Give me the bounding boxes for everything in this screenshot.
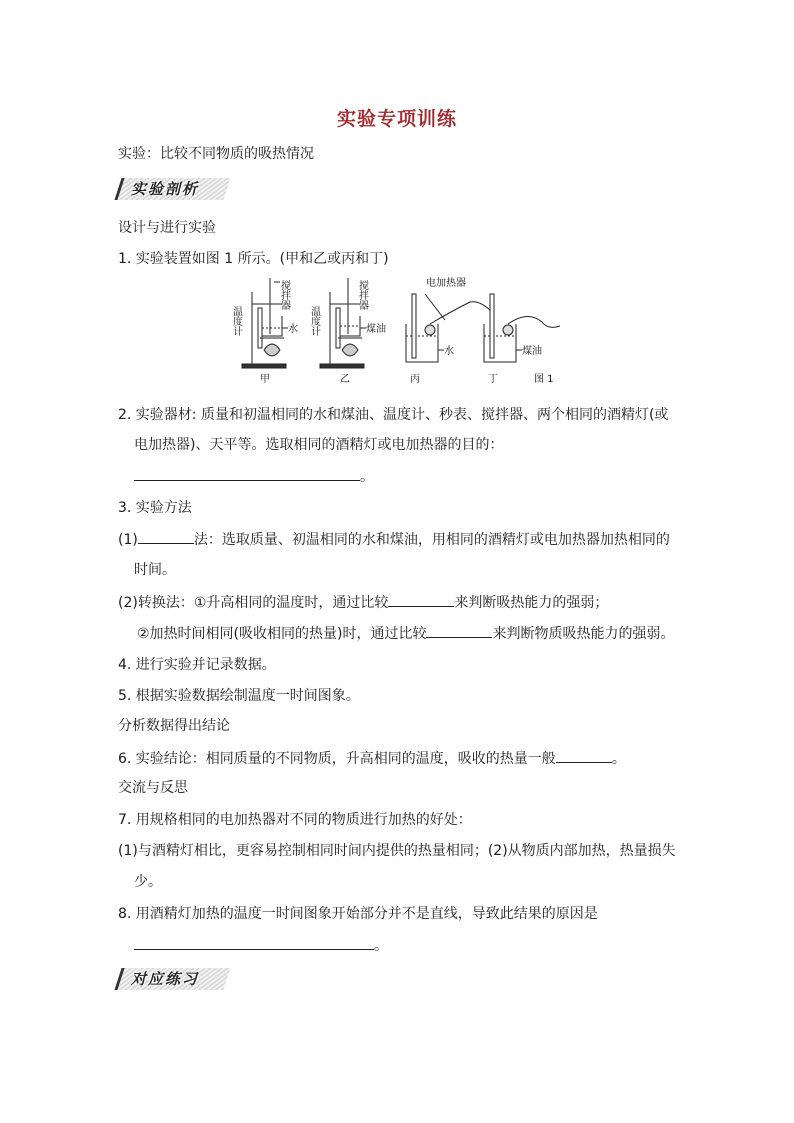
caption-jia: 甲: [260, 374, 270, 385]
question-5: 5. 根据实验数据绘制温度一时间图象。: [118, 688, 360, 704]
question-3-1-line1: (1) 法：选取质量、初温相同的水和煤油，用相同的酒精灯或电加热器加热相同的: [118, 529, 670, 550]
caption-bing: 丙: [410, 374, 420, 385]
section-banner-analysis: [114, 178, 230, 200]
question-3-2-line2: ②加热时间相同(吸收相同的热量)时，通过比较 来判断物质吸热能力的强弱。: [137, 623, 674, 644]
section-banner-practice: [114, 968, 230, 990]
question-7-line1: (1)与酒精灯相比，更容易控制相同时间内提供的热量相同；(2)从物质内部加热，热量损失: [118, 843, 676, 859]
caption-yi: 乙: [340, 374, 350, 385]
answer-blank[interactable]: [138, 529, 194, 544]
page-title: 实验专项训练: [336, 108, 457, 130]
question-3: 3. 实验方法: [118, 500, 192, 516]
label-water-2: 水: [444, 346, 454, 357]
heading-exchange: 交流与反思: [118, 780, 188, 796]
question-2-line2: 电加热器)、天平等。选取相同的酒精灯或电加热器的目的：: [134, 437, 504, 453]
subtitle: 实验：比较不同物质的吸热情况: [118, 146, 314, 162]
banner-label: 对应练习: [131, 970, 200, 988]
question-3-1-line2: 时间。: [134, 562, 176, 578]
label-stirrer: 搅拌器: [278, 280, 290, 310]
question-7-line2: 少。: [134, 874, 162, 890]
answer-blank[interactable]: [134, 466, 360, 481]
heading-analysis: 分析数据得出结论: [118, 718, 230, 734]
label-kerosene-2: 煤油: [522, 346, 542, 357]
question-6: 6. 实验结论：相同质量的不同物质，升高相同的温度，吸收的热量一般 。: [118, 748, 626, 769]
label-stirrer-2: 搅拌器: [356, 280, 368, 310]
label-heater: 电加热器: [426, 278, 466, 289]
answer-blank[interactable]: [388, 592, 454, 607]
question-8: 8. 用酒精灯加热的温度一时间图象开始部分并不是直线，导致此结果的原因是: [118, 906, 598, 922]
label-thermometer: 温度计: [230, 306, 242, 336]
caption-ding: 丁: [488, 374, 498, 385]
answer-blank[interactable]: [134, 935, 374, 950]
experiment-figure: [230, 272, 570, 390]
label-water-1: 水: [288, 324, 298, 335]
question-2-answer: 。: [134, 466, 374, 487]
question-8-answer: 。: [134, 935, 388, 956]
question-1: 1. 实验装置如图 1 所示。(甲和乙或丙和丁): [118, 251, 389, 267]
figure-number: 图 1: [534, 374, 554, 385]
label-kerosene-1: 煤油: [366, 324, 386, 335]
answer-blank[interactable]: [426, 623, 492, 638]
banner-label: 实验剖析: [131, 180, 200, 198]
heading-design: 设计与进行实验: [118, 220, 216, 236]
answer-blank[interactable]: [556, 748, 612, 763]
label-thermometer-2: 温度计: [308, 306, 320, 336]
question-7: 7. 用规格相同的电加热器对不同的物质进行加热的好处：: [118, 812, 472, 828]
question-2-line1: 2. 实验器材: 质量和初温相同的水和煤油、温度计、秒表、搅拌器、两个相同的酒精灯(或: [118, 407, 669, 423]
question-4: 4. 进行实验并记录数据。: [118, 657, 276, 673]
question-3-2-line1: (2)转换法：①升高相同的温度时，通过比较 来判断吸热能力的强弱；: [118, 592, 608, 613]
